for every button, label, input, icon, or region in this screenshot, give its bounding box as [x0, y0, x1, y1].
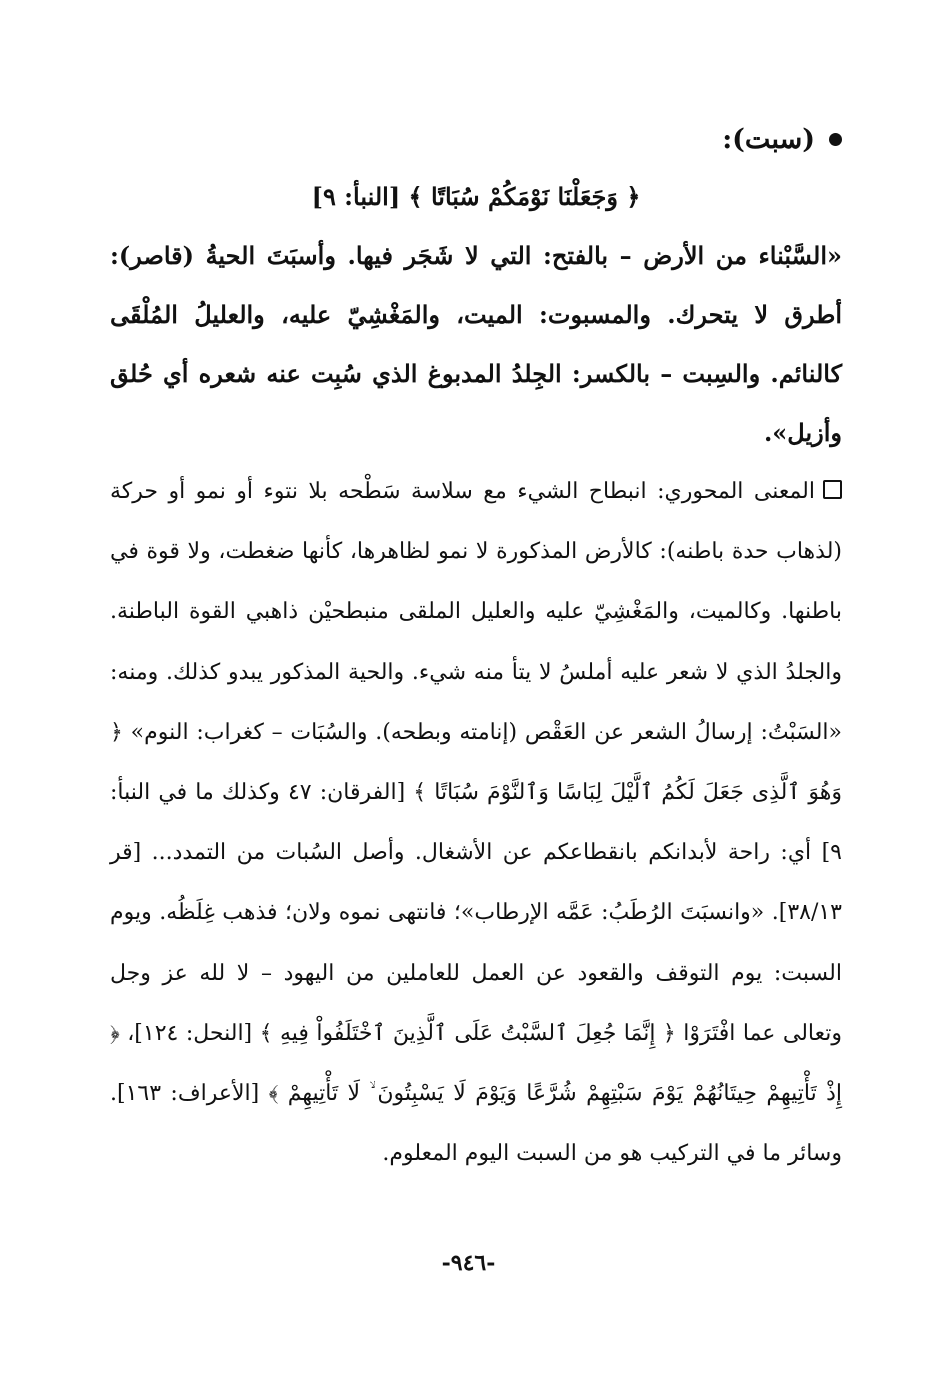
square-bullet-icon — [823, 480, 842, 499]
core-meaning-text: المعنى المحوري: انبطاح الشيء مع سلاسة سَطْحه بلا نتوء أو نمو أو حركة (لذهاب حدة باطنه): كالأرض المذكورة لا نمو لظاهرها، كأنها ضغطت، ولا قوة في باطنها. وكالميت، والمَغْشِيّ عليه والعليل الملقى منبطحيْن ذاهبي القوة الباطنة. والجلدُ الذي لا شعر عليه أملسُ لا يتأ منه شيء. والحية المذكور يبدو كذلك. ومنه: «السَبْتُ: إرسالُ الشعر عن العَقْص (إنامته وبطحه). والسُبَات – كغراب: النوم» ﴿ وَهُوَ ٱلَّذِى جَعَلَ لَكُمُ ٱلَّيْلَ لِبَاسًا وَٱلنَّوْمَ سُبَاتًا ﴾ [الفرقان: ٤٧ وكذلك ما في النبأ: ٩] أي: راحة لأبدانكم بانقطاعكم عن الأشغال. وأصل السُبات من التمدد... [قر ٣٨/١٣]. «وانسبَتَ الرُطَبُ: عَمَّه الإرطاب»؛ فانتهى نموه ولان؛ فذهب غِلَظُه. ويوم السبت: يوم التوقف والقعود عن العمل للعاملين من اليهود – لا لله عز وجل وتعالى عما افْتَرَوْا ﴿ إِنَّمَا جُعِلَ ٱلسَّبْتُ عَلَى ٱلَّذِينَ ٱخْتَلَفُواْ فِيهِ ﴾ [النحل: ١٢٤]، ﴿ إِذْ تَأْتِيهِمْ حِيتَانُهُمْ يَوْمَ سَبْتِهِمْ شُرَّعًا وَيَوْمَ لَا يَسْبِتُونَ ۙ لَا تَأْتِيهِمْ ﴾ [الأعراف: ١٦٣]. وسائر ما في التركيب هو من السبت اليوم المعلوم. — [110, 479, 842, 1167]
page-content — [110, 110, 842, 1184]
page-number: -٩٤٦- — [441, 1250, 496, 1276]
core-meaning-paragraph — [110, 462, 842, 1184]
quran-verse: ﴿ وَجَعَلْنَا نَوْمَكُمْ سُبَاتًا ﴾ [النبأ: ٩] — [311, 182, 641, 211]
lexical-definition: «السَّبْناء من الأرض – بالفتح: التي لا شَجَر فيها. وأسبَتَ الحيةُ (قاصر): أطرق لا يتحرك. والمسبوت: الميت، والمَغْشِيّ عليه، والعليلُ المُلْقَى كالنائم. والسِبت – بالكسر: الجِلدُ المدبوغ الذي سُبِت عنه شعره أي حُلق وأزيل». — [110, 241, 842, 447]
entry-heading-text: (سبت): — [722, 123, 815, 155]
entry-heading — [110, 110, 842, 168]
bullet-icon — [829, 133, 842, 146]
